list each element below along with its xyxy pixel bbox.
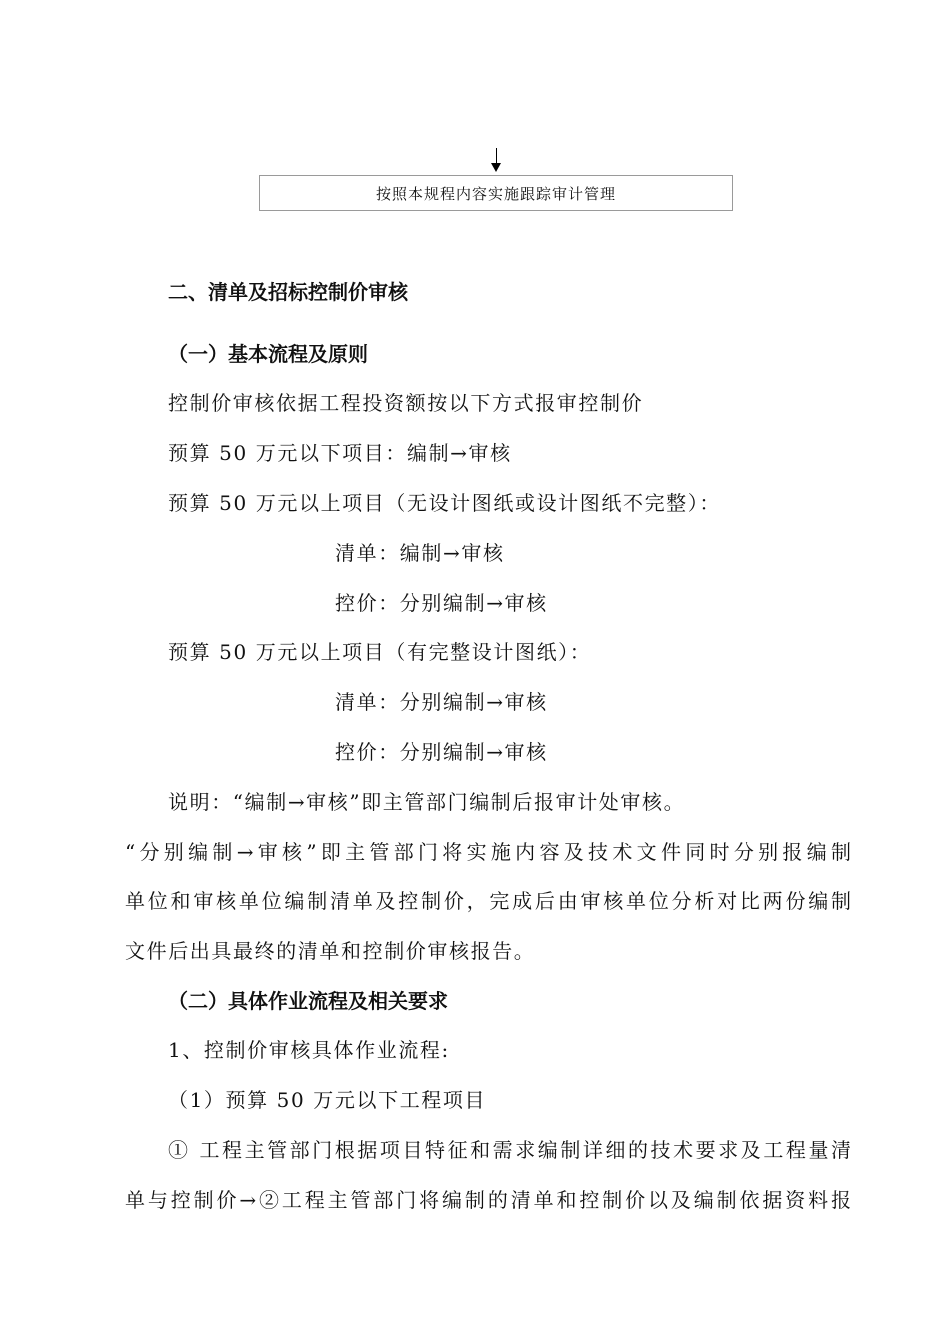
item-1-1-heading: （1）预算 50 万元以下工程项目	[168, 1088, 487, 1112]
rule-under-50: 预算 50 万元以下项目：编制→审核	[168, 441, 512, 465]
step-paragraph-line-1: ① 工程主管部门根据项目特征和需求编制详细的技术要求及工程量清	[168, 1138, 851, 1162]
section-heading: 二、清单及招标控制价审核	[168, 280, 408, 304]
note-paragraph-line-1: “分别编制→审核”即主管部门将实施内容及技术文件同时分别报编制	[125, 840, 851, 864]
rule-over-50-incomplete: 预算 50 万元以上项目（无设计图纸或设计图纸不完整）：	[168, 491, 721, 515]
note-paragraph-line-2: 单位和审核单位编制清单及控制价，完成后由审核单位分析对比两份编制	[125, 889, 851, 913]
intro-paragraph: 控制价审核依据工程投资额按以下方式报审控制价	[168, 391, 644, 415]
complete-list-rule: 清单：分别编制→审核	[335, 690, 548, 714]
incomplete-price-rule: 控价：分别编制→审核	[335, 591, 548, 615]
subsection-heading-1: （一）基本流程及原则	[168, 342, 368, 366]
note-paragraph-line-3: 文件后出具最终的清单和控制价审核报告。	[125, 939, 536, 963]
flowchart-step-box	[259, 175, 733, 211]
note-line: 说明：“编制→审核”即主管部门编制后报审计处审核。	[168, 790, 686, 814]
step-paragraph-line-2: 单与控制价→②工程主管部门将编制的清单和控制价以及编制依据资料报	[125, 1188, 851, 1212]
item-1-heading: 1、控制价审核具体作业流程:	[168, 1038, 450, 1062]
complete-price-rule: 控价：分别编制→审核	[335, 740, 548, 764]
flow-arrow-down-icon	[491, 163, 501, 172]
flow-connector-line	[496, 148, 497, 164]
rule-over-50-complete: 预算 50 万元以上项目（有完整设计图纸）：	[168, 640, 592, 664]
incomplete-list-rule: 清单：编制→审核	[335, 541, 505, 565]
subsection-heading-2: （二）具体作业流程及相关要求	[168, 989, 448, 1013]
flowchart-step-text: 按照本规程内容实施跟踪审计管理	[375, 184, 616, 203]
